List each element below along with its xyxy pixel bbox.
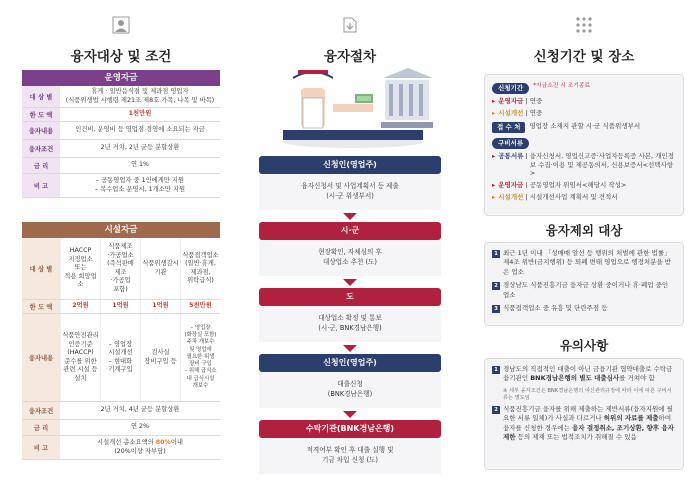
row-label: 비 고 <box>22 174 60 197</box>
doc-value: 공동영업자 위임서<해당시 작성> <box>529 181 627 190</box>
note-text: 이내 <box>170 439 183 446</box>
row-label: 금 리 <box>22 158 60 173</box>
table-row <box>22 300 220 314</box>
caution-box: 1 경남도의 직접적인 대출이 아닌 금융기관 협약대출로 수탁금융기관인 BNK경남은행의 별도 대출심사를 거쳐야 함 ※ 세부 융자조건은 BNK경남은행의 여신관리규정에 따라 이에 따른 구비서류는 별도임 2 식품진흥기금 융자를 위해 제출하는 제반서류(융자지원에 필요한 서류 일체)가 사실과 다르거나 허위의 자료를 제출하여 융자를 신청한 경우에는 융자 결정취소, 조기상환, 향후 융자제한 등의 제재 또는 법적조치가 취해질 수 있음 <box>484 358 684 470</box>
period-note: *자금소진 시 조기종료 <box>533 83 591 89</box>
table-row <box>22 402 220 420</box>
step-body-province: 대상업소 확정 및 통보 (시·군, BNK경남은행) <box>259 306 441 342</box>
row-value: 연 2% <box>130 423 150 431</box>
step-head-city: 시·군 <box>259 222 441 240</box>
row-value: 1천만원 <box>128 110 152 118</box>
step-head-applicant-loan: 신청인(영업주) <box>259 354 441 372</box>
row-label: 한 도 액 <box>22 108 60 121</box>
note-highlight: 80% <box>155 439 171 446</box>
content-cell: 검사실 장비구입 등 <box>140 314 180 401</box>
caution-title: 유의사항 <box>559 338 609 353</box>
doc-name: 공통서류 <box>498 151 524 160</box>
period-item-value: 연중 <box>529 108 543 117</box>
period-item-value: 연중 <box>529 96 543 105</box>
loan-procedure-title: 융자절차 <box>323 49 377 65</box>
place-value: 영업장 소재지 관할 시·군 식품위생부서 <box>529 122 641 131</box>
caution-note: ※ 세부 융자조건은 BNK경남은행의 여신관리규정에 따라 이에 따른 구비서류는 별도임 <box>503 387 672 401</box>
period-item-name: 시설개선 <box>498 108 524 117</box>
step-body-bank: 적격여부 확인 후 대출 실행 및 기금 차입 신청 (도) <box>259 438 441 474</box>
step-body-applicant-loan: 대출신청 (BNK경남은행) <box>259 372 441 408</box>
period-pill: 신청기간 <box>492 83 529 94</box>
exclusion-item: 식품접객업소 중 유흥 및 단란주점 등 <box>503 304 608 313</box>
note-text: (20%이상 자부담) <box>114 447 166 455</box>
flow-arrow <box>343 345 357 352</box>
caution-text: 하여 융자를 신청한 경우에는 <box>503 414 672 432</box>
content-cell: – 영업장 (화장실 포함) 주차 개보수 및 영업에 필요한 위생 장비 구입 – 위해 급식소 내 급식시설 개보수 <box>180 314 220 401</box>
table-row <box>22 140 220 158</box>
caution-text: 등의 제재 또는 법적조치가 취해질 수 있음 <box>515 433 637 442</box>
limit-cell: 2억원 <box>60 300 100 313</box>
limit-cell: 5천만원 <box>180 300 220 313</box>
caution-item <box>503 405 676 443</box>
caution-emphasis: BNK경남은행의 별도 대출심사 <box>530 374 620 383</box>
step-head-bank: 수탁기관(BNK경남은행) <box>259 420 441 438</box>
row-label: 대 상 별 <box>22 86 60 107</box>
table-row <box>22 420 220 436</box>
row-value <box>60 436 220 459</box>
step-body-city: 현장확인, 자체심의 후 대상업소 추천 (도) <box>259 240 441 276</box>
caution-emphasis: 융자 결정취소, 조기상환, 향후 융자제한 <box>503 423 674 442</box>
target-cell: 식품제조 ·가공업소 (즉석판매 제조 ·가공업 포함) <box>100 238 140 299</box>
period-item-name: 운영자금 <box>498 96 524 105</box>
document-arrow-icon <box>341 16 359 34</box>
target-cell: 식품접객업소 (일반·휴게, 제과점, 위탁급식) <box>180 238 220 299</box>
table-row <box>22 122 220 140</box>
user-icon <box>112 16 130 34</box>
caution-text: 를 거쳐야 함 <box>619 374 655 383</box>
row-label: 융자내용 <box>22 122 60 139</box>
row-value: – 공동영업자 중 1인에게만 지원 – 복수업소 운영시, 1개소만 지원 <box>94 177 186 193</box>
doc-name: 시설개선 <box>498 192 524 201</box>
facility-fund-header: 시설자금 <box>22 222 220 238</box>
bank-handshake-illustration <box>273 58 433 154</box>
table-row <box>22 86 220 108</box>
flow-arrow <box>343 411 357 418</box>
table-row <box>22 158 220 174</box>
grid-dots-icon <box>575 16 593 34</box>
row-value: 휴게 · 일반음식점 및 제과점 영업자 (식품위생법 시행령 제21조 제8호 가목, 나목 및 바목) <box>65 88 215 104</box>
place-pill: 접 수 처 <box>492 122 525 133</box>
facility-fund-table <box>22 222 220 460</box>
loan-procedure-column <box>255 0 445 495</box>
doc-name: 운영자금 <box>498 181 524 190</box>
table-row <box>22 108 220 122</box>
step-body-applicant: 융자신청서 및 사업계획서 등 제출 (시·군 위생부서) <box>259 174 441 210</box>
loan-target-title: 융자대상 및 조건 <box>70 49 172 65</box>
note-text: 시설개선 총소요액의 <box>97 439 156 446</box>
caution-text: 경남도의 직접적인 대출이 아닌 금융기관 협약대출로 수탁금융기관인 <box>503 365 673 383</box>
row-value: 인건비, 운영비 등 영업점 경영에 소요되는 자금 <box>75 126 205 134</box>
row-label: 비 고 <box>22 436 60 459</box>
exclusion-box: 1 최근 1년 이내 「성매매 알선 등 행위의 처벌에 관한 법률」 제4조 위반(금지행위) 등 퇴폐 변태 영업으로 행정처분을 받은 업소 2 경상남도 식품진흥기금 융자금 상환 중이거나 휴·폐업 중인 업소 3 식품접객업소 중 유흥 및 단란주점 등 <box>484 242 684 326</box>
exclusion-item: 경상남도 식품진흥기금 융자금 상환 중이거나 휴·폐업 중인 업소 <box>503 281 669 299</box>
row-value: 2년 거치, 4년 균등 분할상환 <box>100 406 180 414</box>
application-column <box>484 0 684 495</box>
row-label: 대 상 별 <box>22 238 60 299</box>
table-row <box>22 314 220 402</box>
target-cell: HACCP 지정업소 또는 적용 희망업소 <box>60 238 100 299</box>
docs-pill: 구비서류 <box>492 138 529 149</box>
row-label: 융자조건 <box>22 402 60 419</box>
target-cell: 식품위생감시 기관 <box>140 238 180 299</box>
operating-fund-table <box>22 70 220 198</box>
table-row <box>22 238 220 300</box>
flow-arrow <box>343 279 357 286</box>
content-cell: – 영업장 시설개선 – 현대화 기계구입 <box>100 314 140 401</box>
caution-emphasis: 허위의 자료를 제출 <box>603 414 659 423</box>
doc-value: 융자신청서, 영업신고증·사업자등록증 사본, 개인정보 수집·이용 및 제공동의서, 신용보증서<선택사항> <box>529 151 674 178</box>
limit-cell: 1억원 <box>100 300 140 313</box>
operating-fund-header: 운영자금 <box>22 70 220 86</box>
table-row <box>22 436 220 460</box>
loan-target-column <box>22 0 220 495</box>
row-value: 2년 거치, 2년 균등 분할상환 <box>100 144 180 152</box>
application-title: 신청기간 및 장소 <box>533 49 635 65</box>
row-label: 한 도 액 <box>22 300 60 313</box>
exclusion-title: 융자제외 대상 <box>545 223 623 238</box>
step-head-applicant: 신청인(영업주) <box>259 156 441 174</box>
content-cell: 식품안전관리 인증기준 (HACCP) 준수를 위한 관련 시설 등 설치 <box>60 314 100 401</box>
flow-arrow <box>343 213 357 220</box>
exclusion-item: 최근 1년 이내 「성매매 알선 등 행위의 처벌에 관한 법률」 제4조 위반(금지행위) 등 퇴폐 변태 영업으로 행정처분을 받은 업소 <box>503 249 672 276</box>
step-head-province: 도 <box>259 288 441 306</box>
row-value: 연 1% <box>130 161 150 169</box>
application-info-box: 신청기간 *자금소진 시 조기종료 ▸ 운영자금 | 연중 ▸ 시설개선 | 연중 접 수 처 영업장 소재지 관할 시·군 식품위생부서 구비서류 ▸ 공통서류 | 융자신청서, 영업신고증·사업자등록증 사본, 개인정보 수집·이용 및 제공동의서, 신용보증서<선택사항> ▸ 운영자금 | 공동영업자 위임서<해당시 작성> ▸ 시설개선 | 시설개선사업 계획서 및 견적서 <box>484 74 684 216</box>
row-label: 융자조건 <box>22 140 60 157</box>
table-row <box>22 174 220 198</box>
caution-item <box>503 365 676 384</box>
row-label: 금 리 <box>22 420 60 435</box>
row-label: 융자내용 <box>22 314 60 401</box>
limit-cell: 1억원 <box>140 300 180 313</box>
doc-value: 시설개선사업 계획서 및 견적서 <box>529 192 618 201</box>
caution-text: 식품진흥기금 융자를 위해 제출하는 제반서류(융자지원에 필요한 서류 일체)가 사실과 다르거나 <box>503 404 673 423</box>
